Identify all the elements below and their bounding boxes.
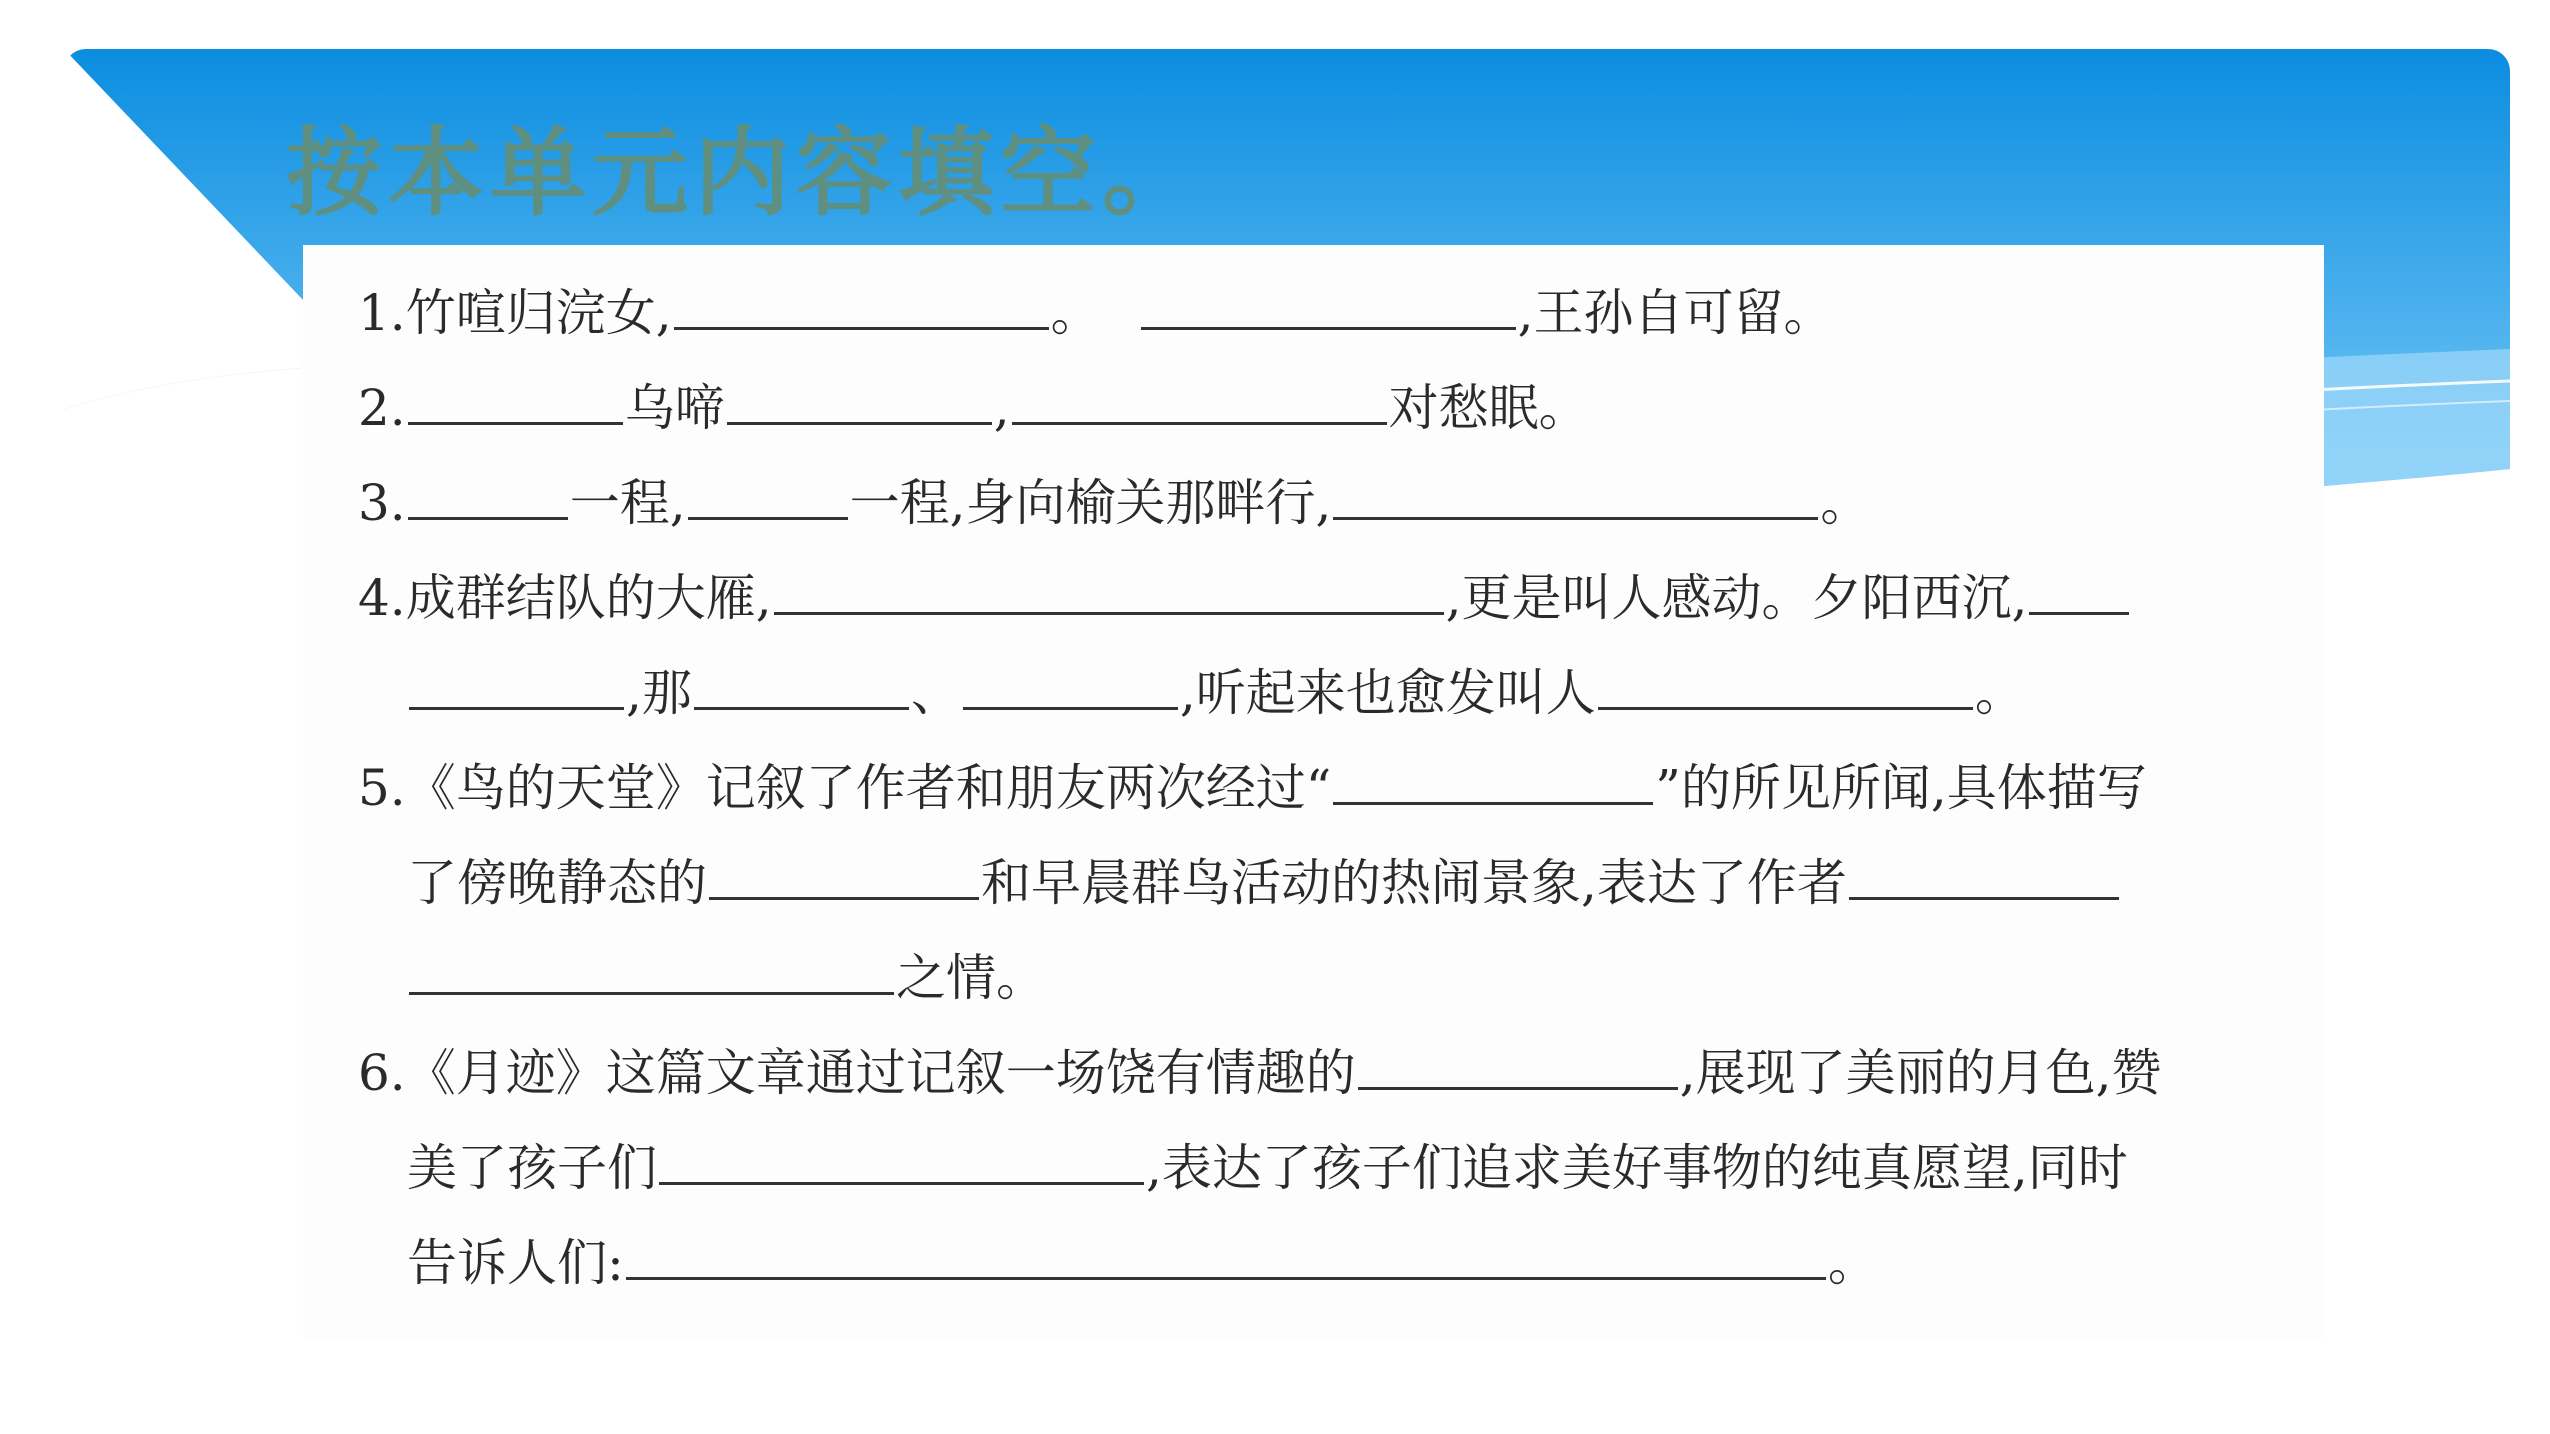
answer-blank[interactable]: [659, 1134, 1144, 1185]
question-4: [358, 553, 2131, 643]
question-text: ,: [993, 379, 1010, 437]
answer-blank[interactable]: [1012, 374, 1387, 425]
question-number: 5.: [358, 759, 406, 817]
question-1: [358, 268, 1834, 358]
answer-blank[interactable]: [409, 659, 624, 710]
question-text: 。: [1820, 474, 1871, 532]
answer-blank[interactable]: [1333, 754, 1653, 805]
answer-blank[interactable]: [1849, 849, 2119, 900]
question-text: 一程,身向榆关那畔行,: [849, 474, 1332, 532]
question-text: 《鸟的天堂》记叙了作者和朋友两次经过“: [405, 759, 1332, 817]
question-text: ,展现了美丽的月色,赞: [1679, 1044, 2162, 1102]
question-text: 。: [1974, 664, 2025, 722]
question-text: 和早晨群鸟活动的热闹景象,表达了作者: [981, 854, 1847, 912]
question-text: 一程,: [569, 474, 686, 532]
question-text: 。: [1050, 284, 1101, 342]
answer-blank[interactable]: [1358, 1039, 1678, 1090]
question-number: 1.: [358, 284, 406, 342]
question-6-continued: [407, 1123, 2128, 1213]
question-text: 。: [1827, 1234, 1878, 1292]
answer-blank[interactable]: [688, 469, 848, 520]
question-text: 美了孩子们: [407, 1139, 657, 1197]
question-4-continued: [407, 648, 2025, 738]
answer-blank[interactable]: [694, 659, 909, 710]
question-text: 成群结队的大雁,: [405, 569, 772, 627]
answer-blank[interactable]: [709, 849, 979, 900]
question-number: 6.: [358, 1044, 406, 1102]
question-text: ,那: [626, 664, 692, 722]
question-number: 4.: [358, 569, 406, 627]
page-title: 按本单元内容填空。: [286, 116, 1204, 229]
question-number: 3.: [358, 474, 406, 532]
question-5: [358, 743, 2147, 833]
question-3: [358, 458, 1870, 548]
question-5-continued: [407, 838, 2121, 928]
answer-blank[interactable]: [727, 374, 992, 425]
answer-blank[interactable]: [774, 564, 1444, 615]
answer-blank[interactable]: [1333, 469, 1818, 520]
question-text: 了傍晚静态的: [407, 854, 707, 912]
question-text: 之情。: [896, 949, 1046, 1007]
question-text: ,王孙自可留。: [1517, 284, 1834, 342]
question-5-continued: [407, 933, 1046, 1023]
question-text: 告诉人们:: [407, 1234, 624, 1292]
question-text: ,表达了孩子们追求美好事物的纯真愿望,同时: [1146, 1139, 2128, 1197]
answer-blank[interactable]: [1598, 659, 1973, 710]
question-6: [358, 1028, 2162, 1118]
answer-blank[interactable]: [674, 279, 1049, 330]
question-number: 2.: [358, 379, 406, 437]
answer-blank[interactable]: [2029, 564, 2129, 615]
answer-blank[interactable]: [963, 659, 1178, 710]
question-text: 《月迹》这篇文章通过记叙一场饶有情趣的: [405, 1044, 1356, 1102]
answer-blank[interactable]: [626, 1229, 1826, 1280]
answer-blank[interactable]: [1141, 279, 1516, 330]
question-text: ”的所见所闻,具体描写: [1655, 759, 2147, 817]
question-text: ,更是叫人感动。夕阳西沉,: [1445, 569, 2028, 627]
answer-blank[interactable]: [408, 469, 568, 520]
question-6-continued: [407, 1218, 1878, 1308]
question-text: ,听起来也愈发叫人: [1179, 664, 1596, 722]
question-text: 对愁眠。: [1388, 379, 1589, 437]
question-2: [358, 363, 1589, 453]
answer-blank[interactable]: [409, 944, 894, 995]
question-text: 乌啼: [624, 379, 725, 437]
question-text: 竹喧归浣女,: [405, 284, 672, 342]
question-text: 、: [910, 664, 961, 722]
answer-blank[interactable]: [408, 374, 623, 425]
worksheet: [303, 245, 2324, 1338]
